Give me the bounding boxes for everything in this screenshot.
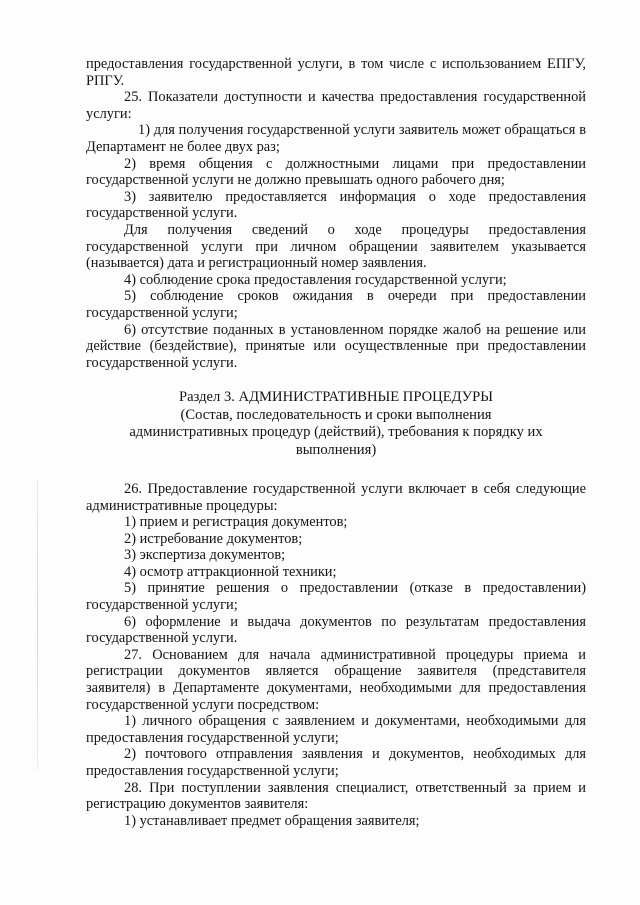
list-item-25-5: 5) соблюдение сроков ожидания в очереди при предоставлении государственной услуги;: [86, 288, 586, 321]
spacer: [86, 459, 586, 481]
paragraph-continuation: предоставления государственной услуги, в том числе с использованием ЕПГУ, РПГУ.: [86, 56, 586, 89]
paragraph-info-procedure: Для получения сведений о ходе процедуры предоставления государственной услуги при личном обращении заявителем указывается (называется) дата и регистрационный номер заявления.: [86, 221, 586, 272]
list-item-26-6: 6) оформление и выдача документов по результатам предоставления государственной услуги.: [86, 613, 586, 647]
section-subtitle-line: выполнения): [295, 441, 377, 458]
paragraph-26: 26. Предоставление государственной услуги включает в себя следующие административные процедуры:: [86, 480, 586, 514]
document-body: [86, 56, 586, 829]
list-item-26-2: 2) истребование документов;: [124, 530, 303, 547]
list-item-27-2: 2) почтового отправления заявления и документов, необходимых для предоставления государственной услуги;: [86, 746, 586, 779]
list-item-25-3: 3) заявителю предоставляется информация о ходе предоставления государственной услуги.: [86, 188, 586, 222]
list-item-26-5: 5) принятие решения о предоставлении (отказе в предоставлении) государственной услуги;: [86, 580, 586, 614]
list-item-27-1: 1) личного обращения с заявлением и документами, необходимыми для предоставления государственной услуги;: [86, 713, 586, 746]
section-subtitle-line: административных процедур (действий), требования к порядку их: [129, 424, 543, 441]
list-item-26-1: 1) прием и регистрация документов;: [124, 514, 348, 531]
scan-fold-line: [37, 480, 38, 770]
paragraph-25: 25. Показатели доступности и качества предоставления государственной услуги:: [86, 89, 586, 122]
list-item-25-1: 1) для получения государственной услуги заявитель может обращаться в Департамент не более двух раз;: [86, 122, 586, 155]
list-item-25-6: 6) отсутствие поданных в установленном порядке жалоб на решение или действие (бездействие), принятые или осуществленные при предоставлении государственной услуги.: [86, 321, 586, 371]
section-subtitle-line: (Состав, последовательность и сроки выполнения: [180, 406, 492, 423]
section-title: Раздел 3. АДМИНИСТРАТИВНЫЕ ПРОЦЕДУРЫ: [179, 389, 493, 406]
paragraph-28: 28. При поступлении заявления специалист, ответственный за прием и регистрацию документов заявителя:: [86, 779, 586, 813]
paragraph-27: 27. Основанием для начала административной процедуры приема и регистрации документов является обращение заявителя (представителя заявителя) в Департаменте документами, необходимыми для предоставления государственной услуги посредством:: [86, 646, 586, 713]
spacer: [86, 371, 586, 389]
list-item-26-3: 3) экспертиза документов;: [124, 547, 286, 564]
list-item-25-2: 2) время общения с должностными лицами при предоставлении государственной услуги не должно превышать одного рабочего дня;: [86, 155, 586, 189]
list-item-28-1: 1) устанавливает предмет обращения заявителя;: [124, 812, 420, 829]
list-item-26-4: 4) осмотр аттракционной техники;: [124, 563, 337, 580]
list-item-25-4: 4) соблюдение срока предоставления государственной услуги;: [124, 271, 507, 288]
